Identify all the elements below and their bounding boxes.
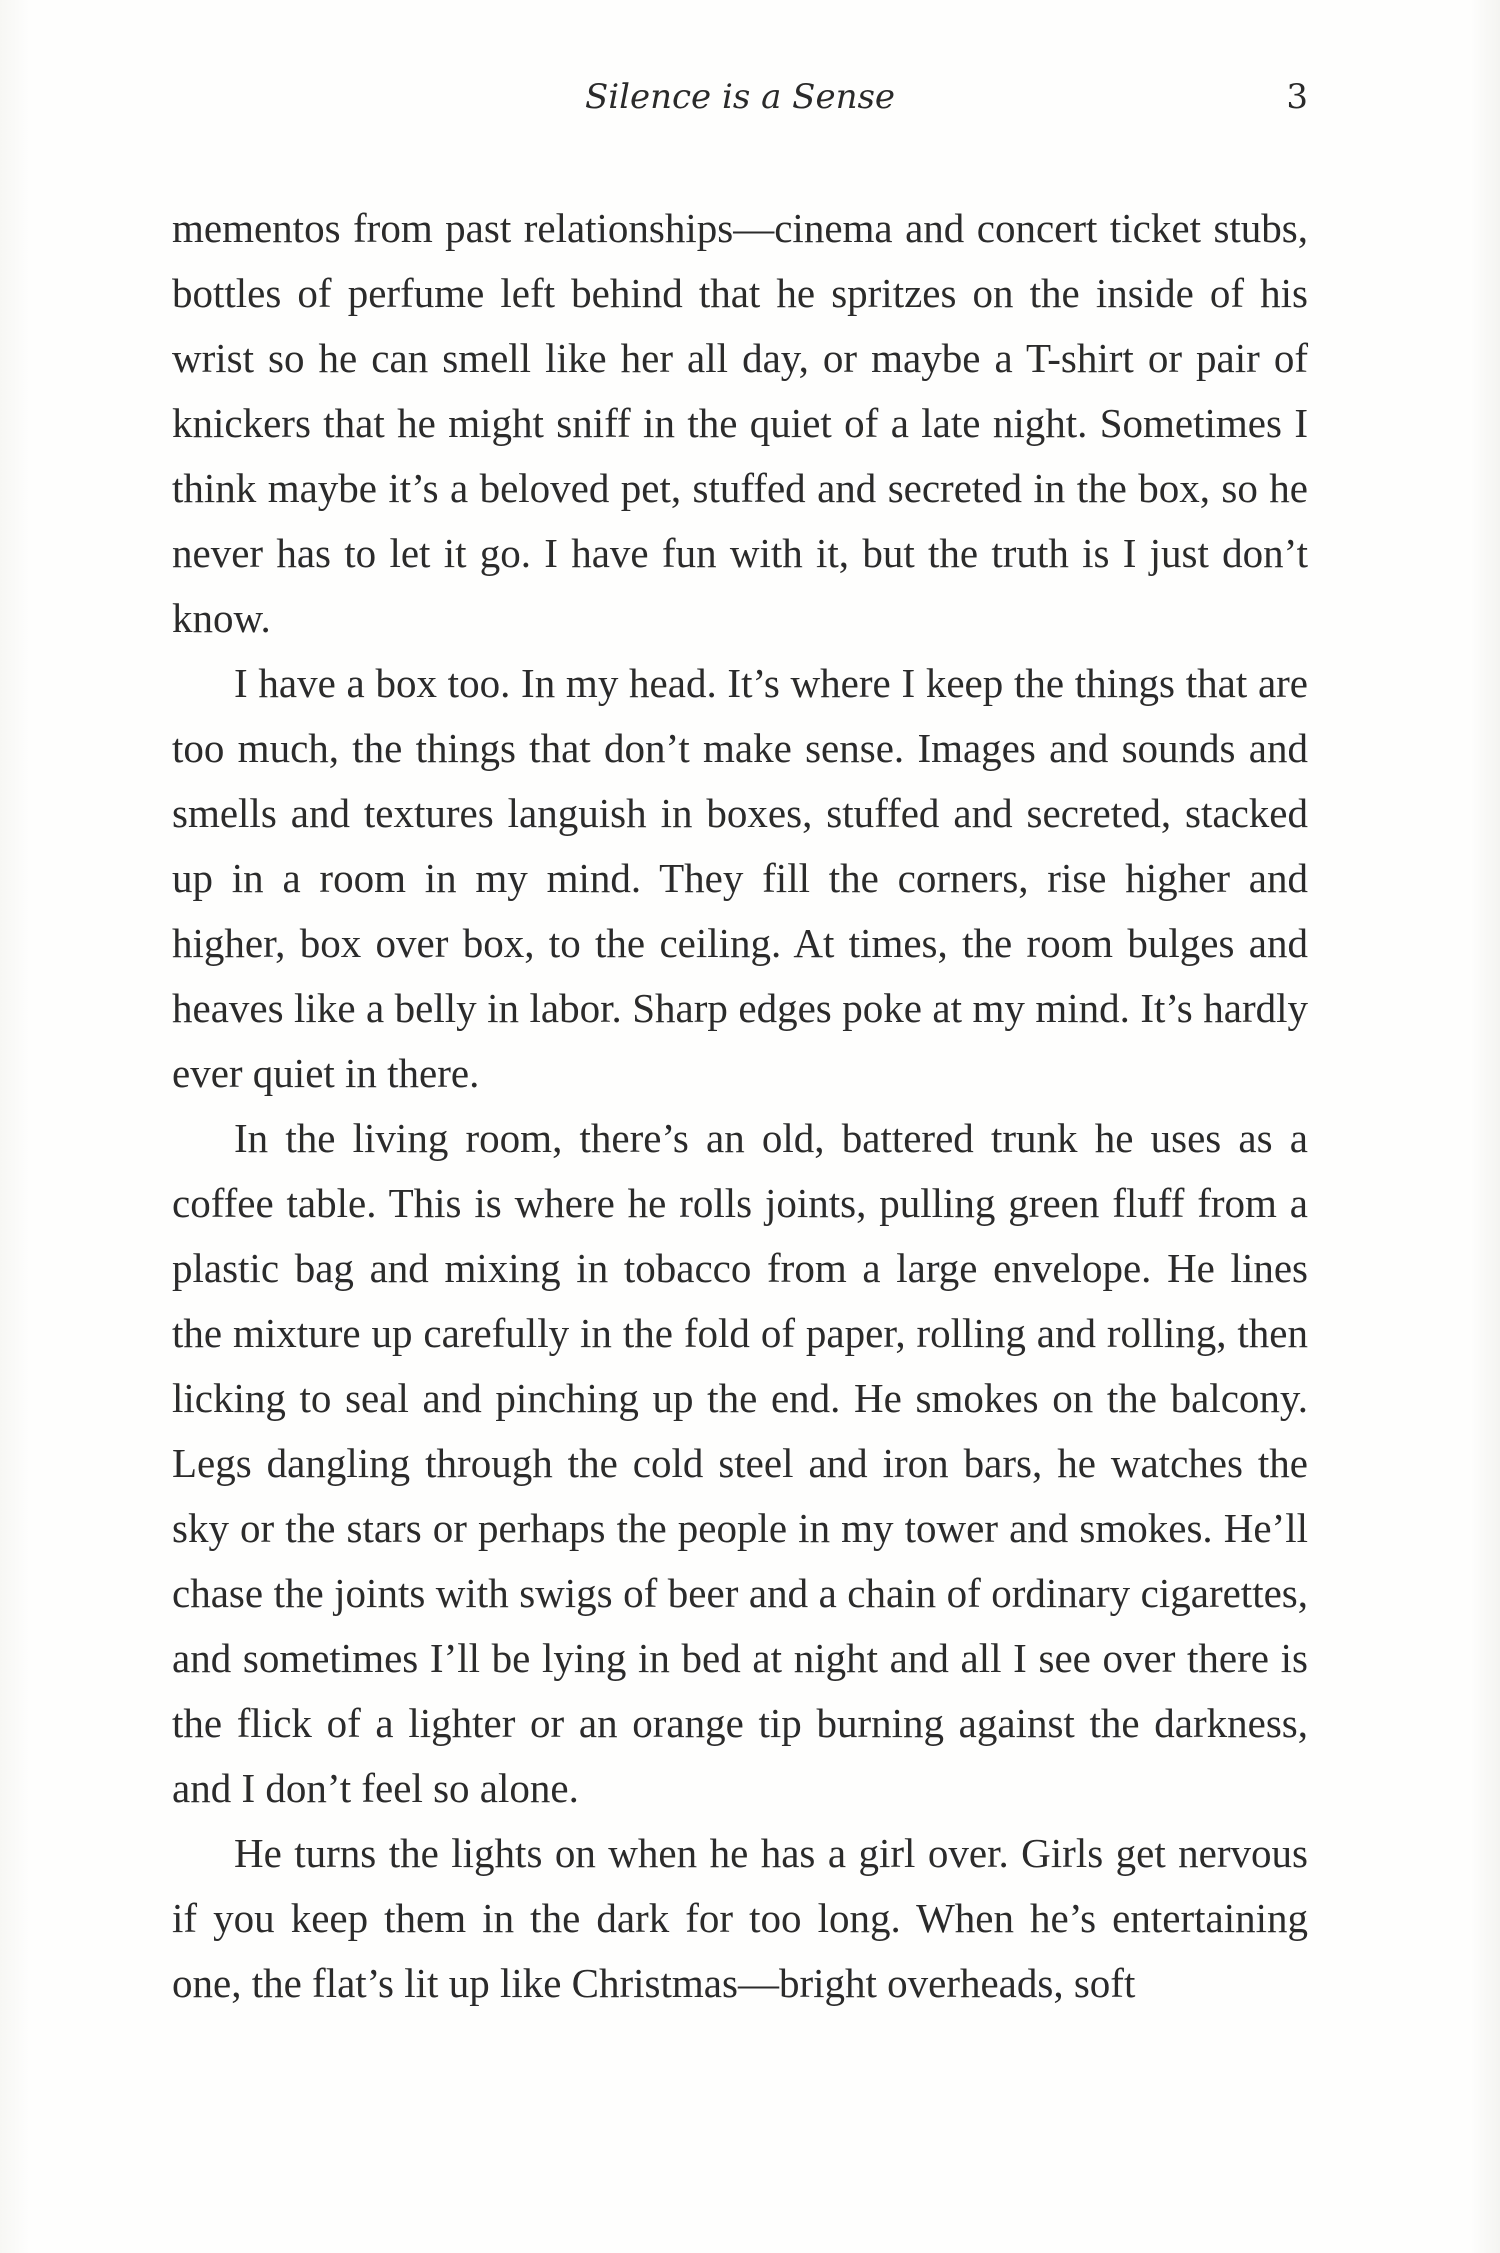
page-number: 3 (1286, 77, 1308, 117)
paragraph: He turns the lights on when he has a girl over. Girls get nervous if you keep them in the dark for too long. When he’s entertaining one, the flat’s lit up like Christmas—bright overheads, soft (172, 1830, 1308, 2006)
body-text (172, 196, 1308, 2016)
running-head (172, 72, 1308, 122)
running-title: Silence is a Sense (584, 77, 896, 117)
paragraph: I have a box too. In my head. It’s where I keep the things that are too much, the things that don’t make sense. Images and sounds and smells and textures languish in boxes, stuffed and secreted, stacked up in a room in my mind. They fill the corners, rise higher and higher, box over box, to the ceiling. At times, the room bulges and heaves like a belly in labor. Sharp edges poke at my mind. It’s hardly ever quiet in there. (172, 660, 1308, 1096)
paragraph: mementos from past relationships—cinema and concert ticket stubs, bottles of perfume left behind that he spritzes on the inside of his wrist so he can smell like her all day, or maybe a T-shirt or pair of knickers that he might sniff in the quiet of a late night. Sometimes I think maybe it’s a beloved pet, stuffed and secreted in the box, so he never has to let it go. I have fun with it, but the truth is I just don’t know. (172, 205, 1308, 641)
paragraph: In the living room, there’s an old, battered trunk he uses as a coffee table. This is where he rolls joints, pulling green fluff from a plastic bag and mixing in tobacco from a large envelope. He lines the mixture up carefully in the fold of paper, rolling and rolling, then licking to seal and pinching up the end. He smokes on the balcony. Legs dangling through the cold steel and iron bars, he watches the sky or the stars or perhaps the people in my tower and smokes. He’ll chase the joints with swigs of beer and a chain of ordinary cigarettes, and sometimes I’ll be lying in bed at night and all I see over there is the flick of a lighter or an orange tip burning against the darkness, and I don’t feel so alone. (172, 1115, 1308, 1811)
